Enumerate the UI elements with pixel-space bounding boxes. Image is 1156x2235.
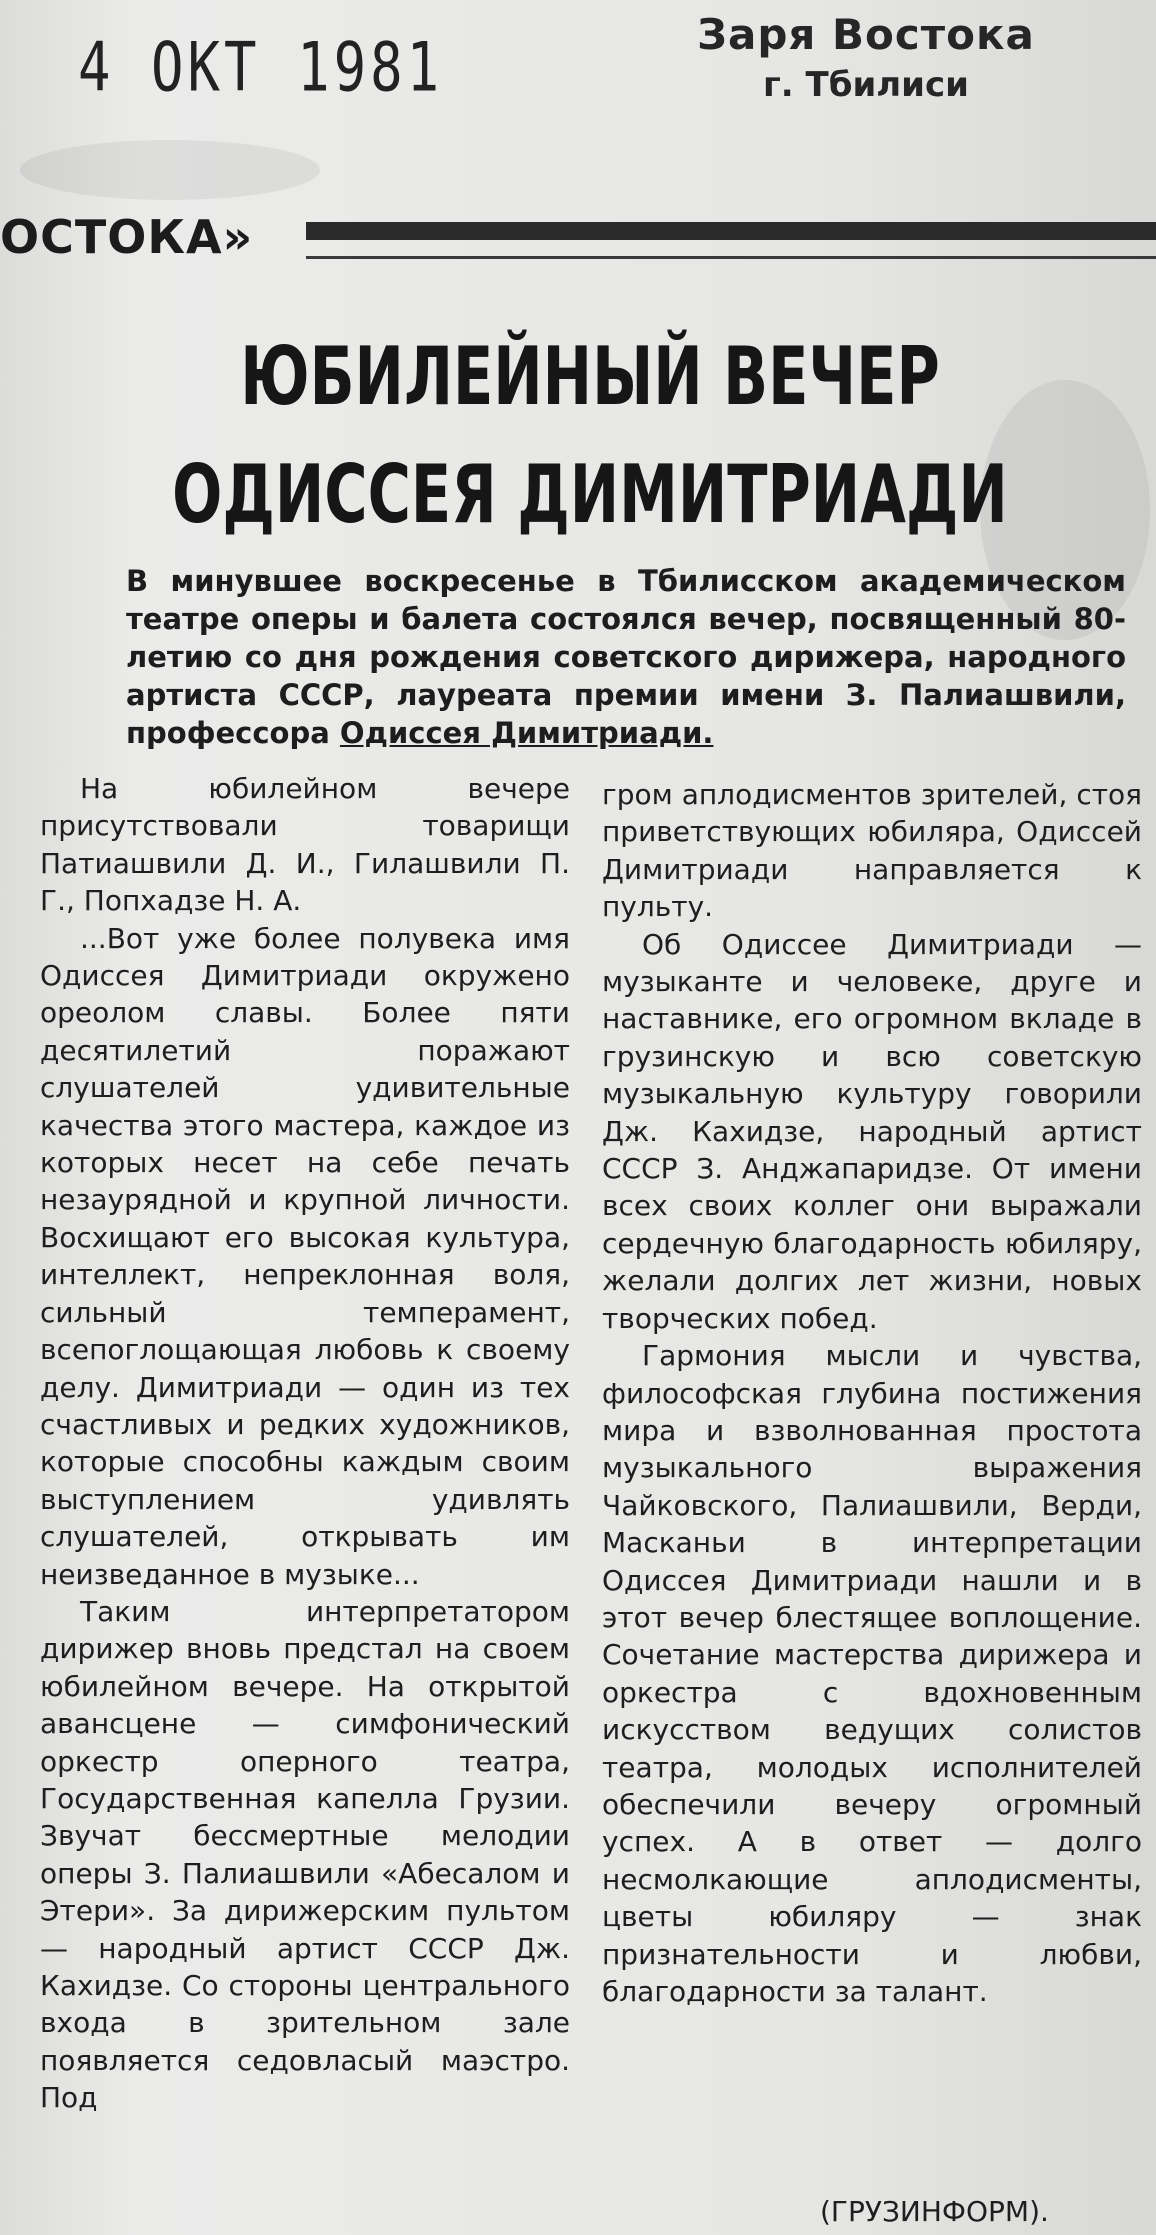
masthead-rule	[306, 222, 1156, 240]
headline-line-2: ОДИССЕЯ ДИМИТРИАДИ	[172, 448, 1008, 541]
lead-text: В минувшее воскресенье в Тбилисском академическом театре оперы и балета состоялся вечер, посвященный 80-летию со дня рождения советского дирижера, народного артиста СССР, лауреата премии имени З. Палиашвили, профессора	[126, 564, 1126, 750]
paragraph: На юбилейном вечере присутствовали товарищи Патиашвили Д. И., Гилашвили П. Г., Попхадзе Н. А.	[40, 772, 570, 918]
newspaper-stamp	[686, 10, 1046, 105]
masthead-rule-thin	[306, 256, 1156, 259]
article-lead	[126, 562, 1126, 752]
right-column	[602, 776, 1142, 2010]
paragraph: Гармония мысли и чувства, философская глубина постижения мира и взволнованная простота музыкального выражения Чайковского, Палиашвили, Верди, Масканьи в интерпретации Одиссея Димитриади нашли и в этот вечер блестящее воплощение. Сочетание мастерства дирижера и оркестра с вдохновенным искусством ведущих солистов театра, молодых исполнителей обеспечили вечеру огромный успех. А в ответ — долго несмолкающие аплодисменты, цветы юбиляру — знак признательности и любви, благодарности за талант.	[602, 1339, 1142, 2008]
newspaper-city: г. Тбилиси	[763, 65, 969, 105]
lead-name: Одиссея Димитриади.	[339, 716, 714, 750]
left-column	[40, 770, 570, 2117]
article-credit: (ГРУЗИНФОРМ).	[820, 2195, 1049, 2228]
paper-stain	[20, 140, 320, 200]
date-stamp: 4 ОКТ 1981	[78, 28, 444, 107]
masthead-fragment: ОСТОКА»	[0, 210, 254, 264]
paragraph: гром аплодисментов зрителей, стоя приветствующих юбиляра, Одиссей Димитриади направляется к пульту.	[602, 778, 1142, 924]
article-headline	[155, 318, 1024, 554]
paragraph: ...Вот уже более полувека имя Одиссея Димитриади окружено ореолом славы. Более пяти десятилетий поражают слушателей удивительные качества этого мастера, каждое из которых несет на себе печать незаурядной и крупной личности. Восхищают его высокая культура, интеллект, непреклонная воля, сильный темперамент, всепоглощающая любовь к своему делу. Димитриади — один из тех счастливых и редких художников, которые способны каждым своим выступлением удивлять слушателей, открывать им неизведанное в музыке...	[40, 921, 570, 1591]
paragraph: Об Одиссее Димитриади — музыканте и человеке, друге и наставнике, его огромном вкладе в грузинскую и всю советскую музыкальную культуру говорили Дж. Кахидзе, народный артист СССР З. Анджапаридзе. От имени всех своих коллег они выражали сердечную благодарность юбиляру, желали долгих лет жизни, новых творческих побед.	[602, 927, 1142, 1335]
paragraph: Таким интерпретатором дирижер вновь предстал на своем юбилейном вечере. На открытой авансцене — симфонический оркестр оперного театра, Государственная капелла Грузии. Звучат бессмертные мелодии оперы З. Палиашвили «Абесалом и Этери». За дирижерским пультом — народный артист СССР Дж. Кахидзе. Со стороны центрального входа в зрительном зале появляется седовласый маэстро. Под	[40, 1594, 570, 2115]
newspaper-name: Заря Востока	[697, 10, 1035, 59]
headline-line-1: ЮБИЛЕЙНЫЙ ВЕЧЕР	[240, 330, 940, 423]
